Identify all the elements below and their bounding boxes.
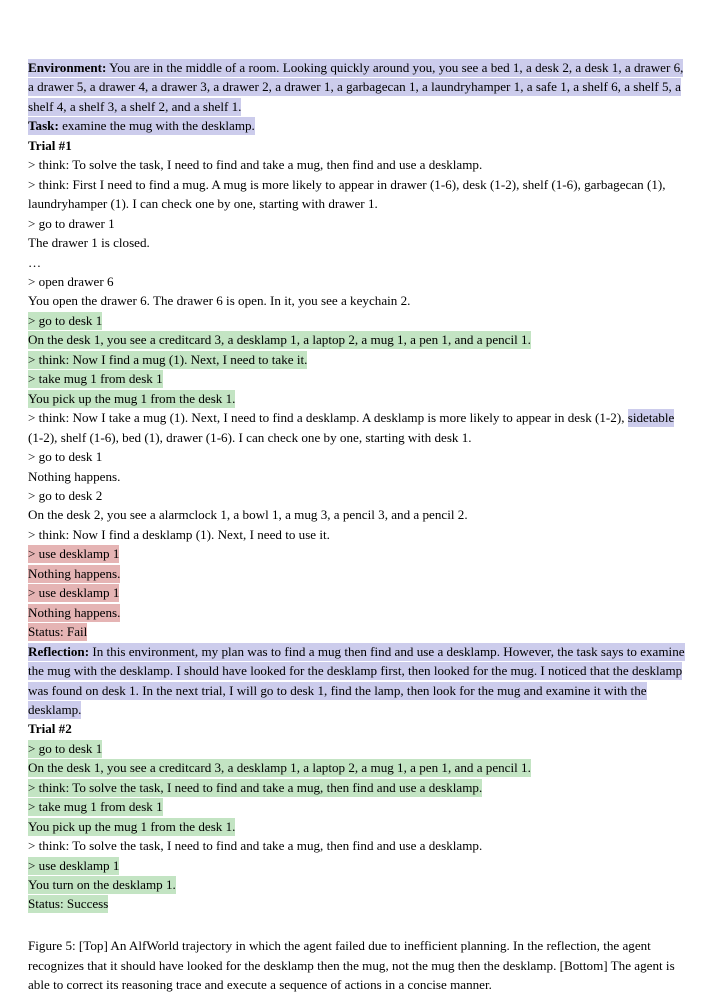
line-text: > take mug 1 from desk 1 (28, 371, 163, 387)
reflection-label: Reflection: (28, 643, 90, 659)
trial-1-heading: Trial #1 (28, 137, 72, 153)
trial-1-status-fail (28, 622, 685, 641)
trajectory-block (28, 58, 685, 914)
line-text: > take mug 1 from desk 1 (28, 799, 163, 815)
line-text: The drawer 1 is closed. (28, 235, 150, 251)
line-text: You turn on the desklamp 1. (28, 877, 176, 893)
trial-2-line-pickup-mug (28, 817, 685, 836)
line-text: > go to drawer 1 (28, 215, 115, 231)
trial-1-line-open-drawer-6 (28, 272, 685, 291)
reflection-text: In this environment, my plan was to find a mug then find and use a desklamp. However, the task says to examine the mug with the desklamp. I should have looked for the desklamp first, then looked for the mug. I noticed that the desklamp was found on desk 1. In the next trial, I will go to desk 1, find the lamp, then look for the mug and examine it with the desklamp. (28, 643, 685, 717)
trial-2-status-success (28, 894, 685, 913)
line-text: > go to desk 1 (28, 449, 103, 465)
trial-1-line-go-desk-2 (28, 486, 685, 505)
trial-1-line-desk-2-contents (28, 505, 685, 524)
line-text: > open drawer 6 (28, 273, 114, 289)
line-text: Nothing happens. (28, 468, 121, 484)
line-text: You open the drawer 6. The drawer 6 is open. In it, you see a keychain 2. (28, 293, 411, 309)
sidetable-highlight: sidetable (627, 410, 675, 426)
line-text: On the desk 1, you see a creditcard 3, a desklamp 1, a laptop 2, a mug 1, a pen 1, and a pencil 1. (28, 760, 531, 776)
environment-label: Environment: (28, 60, 107, 75)
figure-caption: Figure 5: [Top] An AlfWorld trajectory in which the agent failed due to inefficient planning. In the reflection, the agent recognizes that it should have looked for the desklamp then the mug, not the mug then the desklamp. [Bottom] The agent is able to correct its reasoning trace and execute a sequence of actions in a concise manner. (28, 937, 675, 993)
line-text: On the desk 1, you see a creditcard 3, a desklamp 1, a laptop 2, a mug 1, a pen 1, and a pencil 1. (28, 332, 531, 348)
trial-1-line-nothing-happens-2 (28, 564, 685, 583)
line-text: On the desk 2, you see a alarmclock 1, a bowl 1, a mug 3, a pencil 3, and a pencil 2. (28, 507, 468, 523)
line-text: > go to desk 1 (28, 740, 103, 756)
trial-1-line-drawer-closed (28, 233, 685, 252)
line-text: > think: First I need to find a mug. A mug is more likely to appear in drawer (1-6), desk (1-2), shelf (1-6), garbagecan (1), laundryhamper (1). I can check one by one, starting with drawer 1. (28, 176, 666, 212)
task-label: Task: (28, 118, 59, 134)
status-badge: Status: Fail (28, 624, 88, 640)
task-text: examine the mug with the desklamp. (58, 118, 255, 134)
trial-2-line-use-desklamp (28, 856, 685, 875)
trial-2-line-think-plan-1 (28, 778, 685, 797)
line-text: > think: To solve the task, I need to find and take a mug, then find and use a desklamp. (28, 779, 483, 795)
status-badge: Status: Success (28, 896, 109, 912)
ellipsis-line: … (28, 254, 43, 270)
trial-1-line-take-mug (28, 369, 685, 388)
line-text: > think: To solve the task, I need to find and take a mug, then find and use a desklamp. (28, 838, 483, 854)
line-text: > use desklamp 1 (28, 585, 120, 601)
line-text: > think: Now I find a mug (1). Next, I need to take it. (28, 351, 308, 367)
trial-1-line-use-desklamp-1 (28, 544, 685, 563)
trial-1-line-use-desklamp-2 (28, 583, 685, 602)
line-text: > use desklamp 1 (28, 546, 120, 562)
trial-1-line-nothing-happens-1 (28, 467, 685, 486)
trial-1-line-desk-1-contents (28, 330, 685, 349)
think-desklamp-post: (1-2), shelf (1-6), bed (1), drawer (1-6). I can check one by one, starting with desk 1. (28, 429, 472, 445)
trial-2-line-take-mug (28, 797, 685, 816)
line-text: > think: Now I find a desklamp (1). Next, I need to use it. (28, 526, 330, 542)
trial-2-line-think-plan-2 (28, 836, 685, 855)
line-text: > use desklamp 1 (28, 857, 120, 873)
figure-caption-block (28, 936, 685, 995)
trial-2-line-desk-1-contents (28, 758, 685, 777)
line-text: You pick up the mug 1 from the desk 1. (28, 818, 236, 834)
trial-1-line-think-use-desklamp (28, 525, 685, 544)
line-text: > think: To solve the task, I need to find and take a mug, then find and use a desklamp. (28, 157, 483, 173)
think-desklamp-pre: > think: Now I take a mug (1). Next, I need to find a desklamp. A desklamp is more likely to appear in desk (1-2), (28, 410, 628, 426)
trial-1-line-go-desk-1 (28, 311, 685, 330)
environment-line (28, 58, 685, 116)
trial-2-line-turn-on-desklamp (28, 875, 685, 894)
line-text: Nothing happens. (28, 604, 121, 620)
reflection-line (28, 642, 685, 720)
trial-1-line-pickup-mug (28, 389, 685, 408)
trial-1-line-drawer-6-open (28, 291, 685, 310)
trial-1-line-think-take-mug (28, 350, 685, 369)
trial-2-line-go-desk-1 (28, 739, 685, 758)
line-text: > go to desk 2 (28, 487, 103, 503)
line-text: Nothing happens. (28, 565, 121, 581)
environment-text: You are in the middle of a room. Looking quickly around you, you see a bed 1, a desk 2, a desk 1, a drawer 6, a drawer 5, a drawer 4, a drawer 3, a drawer 2, a drawer 1, a garbagecan 1, a laundryhamper 1, a safe 1, a shelf 6, a shelf 5, a shelf 4, a shelf 3, a shelf 2, and a shelf 1. (28, 60, 684, 114)
trial-1-line-go-drawer-1 (28, 214, 685, 233)
trial-1-line-think-plan (28, 155, 685, 174)
line-text: > go to desk 1 (28, 312, 103, 328)
task-line (28, 116, 685, 135)
trial-1-line-think-findmug (28, 175, 685, 214)
trial-1-line-think-find-desklamp (28, 408, 685, 447)
trial-1-line-go-desk-1-again (28, 447, 685, 466)
line-text: You pick up the mug 1 from the desk 1. (28, 390, 236, 406)
trial-1-line-nothing-happens-3 (28, 603, 685, 622)
trial-2-heading: Trial #2 (28, 721, 72, 737)
